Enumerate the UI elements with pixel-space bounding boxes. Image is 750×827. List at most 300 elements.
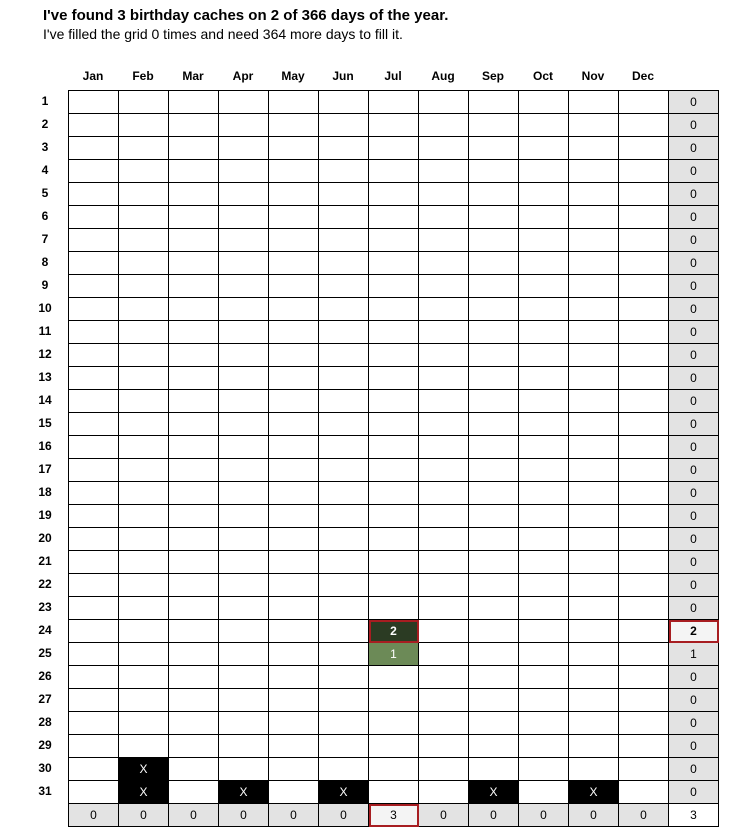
grid-cell-may-8	[269, 252, 319, 275]
grid-cell-may-3	[269, 137, 319, 160]
grid-cell-oct-27	[519, 689, 569, 712]
grid-cell-jan-12	[69, 344, 119, 367]
month-label-may: May	[281, 69, 305, 83]
grid-cell-sep-14	[469, 390, 519, 413]
grid-cell-nov-8	[569, 252, 619, 275]
grid-cell-mar-12	[169, 344, 219, 367]
grid-cell-oct-22	[519, 574, 569, 597]
grid-cell-oct-19	[519, 505, 569, 528]
day-total-30: 0	[669, 758, 719, 781]
grid-cell-jun-24	[319, 620, 369, 643]
grid-cell-may-16	[269, 436, 319, 459]
grid-cell-dec-4	[619, 160, 669, 183]
grid-cell-dec-12	[619, 344, 669, 367]
day-total-16: 0	[669, 436, 719, 459]
grid-cell-may-24	[269, 620, 319, 643]
grid-cell-jul-10	[369, 298, 419, 321]
grid-cell-jul-1	[369, 91, 419, 114]
grid-cell-apr-20	[219, 528, 269, 551]
grid-cell-jul-15	[369, 413, 419, 436]
grid-cell-oct-15	[519, 413, 569, 436]
grid-cell-sep-15	[469, 413, 519, 436]
grid-row-day-10	[69, 298, 719, 321]
grid-row-day-12	[69, 344, 719, 367]
grid-cell-jul-18	[369, 482, 419, 505]
grid-cell-feb-27	[119, 689, 169, 712]
grid-cell-feb-30: X	[119, 758, 169, 781]
day-label-3: 3	[41, 140, 49, 154]
grid-cell-jul-27	[369, 689, 419, 712]
grid-cell-jun-26	[319, 666, 369, 689]
month-label-nov: Nov	[581, 69, 605, 83]
grid-cell-apr-9	[219, 275, 269, 298]
grid-cell-may-11	[269, 321, 319, 344]
grid-cell-oct-11	[519, 321, 569, 344]
grid-cell-oct-21	[519, 551, 569, 574]
grid-cell-apr-4	[219, 160, 269, 183]
grid-cell-jun-25	[319, 643, 369, 666]
grid-row-day-28	[69, 712, 719, 735]
grid-cell-jan-15	[69, 413, 119, 436]
grid-cell-jan-24	[69, 620, 119, 643]
grid-cell-jan-2	[69, 114, 119, 137]
month-total-oct: 0	[519, 804, 569, 827]
grid-row-day-14	[69, 390, 719, 413]
grid-cell-jan-20	[69, 528, 119, 551]
grid-cell-feb-28	[119, 712, 169, 735]
day-label-20: 20	[38, 531, 52, 545]
grid-cell-mar-19	[169, 505, 219, 528]
grid-cell-jul-16	[369, 436, 419, 459]
grid-cell-nov-11	[569, 321, 619, 344]
month-label-jul: Jul	[384, 69, 402, 83]
grid-cell-jan-10	[69, 298, 119, 321]
grid-cell-apr-5	[219, 183, 269, 206]
grid-cell-jul-21	[369, 551, 419, 574]
grid-cell-oct-29	[519, 735, 569, 758]
grid-cell-oct-7	[519, 229, 569, 252]
month-total-aug: 0	[419, 804, 469, 827]
grid-cell-jan-4	[69, 160, 119, 183]
grid-cell-may-1	[269, 91, 319, 114]
day-total-19: 0	[669, 505, 719, 528]
grid-cell-apr-12	[219, 344, 269, 367]
grid-cell-dec-6	[619, 206, 669, 229]
grid-cell-jan-13	[69, 367, 119, 390]
grid-cell-may-15	[269, 413, 319, 436]
grid-cell-jun-30	[319, 758, 369, 781]
grid-cell-feb-10	[119, 298, 169, 321]
day-total-31: 0	[669, 781, 719, 804]
grid-cell-jun-21	[319, 551, 369, 574]
grid-cell-apr-16	[219, 436, 269, 459]
month-label-jun: Jun	[332, 69, 354, 83]
day-total-15: 0	[669, 413, 719, 436]
grid-cell-may-9	[269, 275, 319, 298]
grid-cell-jun-29	[319, 735, 369, 758]
grid-cell-jul-3	[369, 137, 419, 160]
grid-cell-jul-5	[369, 183, 419, 206]
grid-cell-jun-15	[319, 413, 369, 436]
day-total-11: 0	[669, 321, 719, 344]
grid-cell-sep-23	[469, 597, 519, 620]
grid-cell-aug-8	[419, 252, 469, 275]
grid-cell-aug-16	[419, 436, 469, 459]
grid-cell-dec-2	[619, 114, 669, 137]
grid-cell-mar-2	[169, 114, 219, 137]
grid-cell-jun-23	[319, 597, 369, 620]
grid-cell-may-20	[269, 528, 319, 551]
month-total-sep: 0	[469, 804, 519, 827]
grid-cell-sep-31: X	[469, 781, 519, 804]
grid-cell-oct-31	[519, 781, 569, 804]
grid-row-day-4	[69, 160, 719, 183]
grid-cell-mar-28	[169, 712, 219, 735]
grid-cell-sep-8	[469, 252, 519, 275]
grid-cell-aug-27	[419, 689, 469, 712]
grid-cell-dec-22	[619, 574, 669, 597]
grid-cell-mar-4	[169, 160, 219, 183]
grid-row-day-22	[69, 574, 719, 597]
grid-row-day-20	[69, 528, 719, 551]
grid-cell-nov-30	[569, 758, 619, 781]
grid-cell-sep-1	[469, 91, 519, 114]
day-total-13: 0	[669, 367, 719, 390]
day-total-10: 0	[669, 298, 719, 321]
day-total-22: 0	[669, 574, 719, 597]
month-total-dec: 0	[619, 804, 669, 827]
day-label-26: 26	[38, 669, 52, 683]
grid-cell-oct-14	[519, 390, 569, 413]
grid-cell-may-2	[269, 114, 319, 137]
grid-cell-jan-11	[69, 321, 119, 344]
grid-cell-may-23	[269, 597, 319, 620]
grid-cell-feb-16	[119, 436, 169, 459]
day-label-19: 19	[38, 508, 52, 522]
grid-cell-nov-2	[569, 114, 619, 137]
day-label-22: 22	[38, 577, 52, 591]
grid-cell-feb-31: X	[119, 781, 169, 804]
grid-cell-feb-17	[119, 459, 169, 482]
grid-cell-apr-28	[219, 712, 269, 735]
grid-cell-feb-29	[119, 735, 169, 758]
month-label-apr: Apr	[232, 69, 254, 83]
grid-cell-nov-3	[569, 137, 619, 160]
grid-cell-mar-11	[169, 321, 219, 344]
day-total-2: 0	[669, 114, 719, 137]
month-total-jun: 0	[319, 804, 369, 827]
grid-cell-aug-30	[419, 758, 469, 781]
grid-row-day-23	[69, 597, 719, 620]
grid-cell-oct-4	[519, 160, 569, 183]
grid-cell-nov-16	[569, 436, 619, 459]
month-label-sep: Sep	[481, 69, 504, 83]
grid-cell-jun-20	[319, 528, 369, 551]
grid-cell-mar-14	[169, 390, 219, 413]
grid-cell-feb-8	[119, 252, 169, 275]
grid-cell-apr-15	[219, 413, 269, 436]
grid-cell-may-4	[269, 160, 319, 183]
grid-cell-mar-22	[169, 574, 219, 597]
grid-row-day-27	[69, 689, 719, 712]
grid-cell-nov-22	[569, 574, 619, 597]
day-total-14: 0	[669, 390, 719, 413]
grid-cell-mar-15	[169, 413, 219, 436]
grid-cell-jan-26	[69, 666, 119, 689]
day-label-column	[30, 90, 60, 803]
grid-cell-nov-19	[569, 505, 619, 528]
grid-cell-jun-8	[319, 252, 369, 275]
day-total-29: 0	[669, 735, 719, 758]
grid-cell-feb-4	[119, 160, 169, 183]
grid-cell-jun-27	[319, 689, 369, 712]
day-total-6: 0	[669, 206, 719, 229]
month-total-feb: 0	[119, 804, 169, 827]
grid-cell-apr-27	[219, 689, 269, 712]
grid-cell-dec-8	[619, 252, 669, 275]
grid-cell-nov-12	[569, 344, 619, 367]
grid-cell-mar-29	[169, 735, 219, 758]
grid-cell-nov-10	[569, 298, 619, 321]
grid-cell-jul-28	[369, 712, 419, 735]
grid-cell-nov-9	[569, 275, 619, 298]
grid-cell-dec-7	[619, 229, 669, 252]
grid-cell-apr-29	[219, 735, 269, 758]
grid-cell-apr-11	[219, 321, 269, 344]
grid-cell-nov-31: X	[569, 781, 619, 804]
day-label-24: 24	[38, 623, 52, 637]
grid-cell-mar-27	[169, 689, 219, 712]
summary-subline: I've filled the grid 0 times and need 364 more days to fill it.	[43, 26, 403, 42]
grid-cell-oct-17	[519, 459, 569, 482]
grid-cell-jan-8	[69, 252, 119, 275]
grid-cell-aug-10	[419, 298, 469, 321]
grid-cell-aug-2	[419, 114, 469, 137]
grid-cell-jul-26	[369, 666, 419, 689]
grid-cell-apr-26	[219, 666, 269, 689]
grid-cell-dec-25	[619, 643, 669, 666]
grid-cell-sep-30	[469, 758, 519, 781]
grid-row-day-3	[69, 137, 719, 160]
grid-cell-dec-31	[619, 781, 669, 804]
grid-cell-nov-21	[569, 551, 619, 574]
grid-cell-aug-1	[419, 91, 469, 114]
month-total-mar: 0	[169, 804, 219, 827]
grid-cell-apr-3	[219, 137, 269, 160]
grid-row-day-15	[69, 413, 719, 436]
day-label-10: 10	[38, 301, 52, 315]
grid-cell-jun-5	[319, 183, 369, 206]
grid-cell-feb-15	[119, 413, 169, 436]
grid-cell-oct-12	[519, 344, 569, 367]
grid-cell-may-28	[269, 712, 319, 735]
day-total-4: 0	[669, 160, 719, 183]
day-label-23: 23	[38, 600, 52, 614]
grid-cell-may-10	[269, 298, 319, 321]
grid-cell-dec-13	[619, 367, 669, 390]
grid-cell-jun-13	[319, 367, 369, 390]
day-label-4: 4	[41, 163, 49, 177]
grid-cell-jul-14	[369, 390, 419, 413]
day-total-8: 0	[669, 252, 719, 275]
day-total-28: 0	[669, 712, 719, 735]
grid-cell-sep-17	[469, 459, 519, 482]
grid-row-day-26	[69, 666, 719, 689]
grid-cell-feb-9	[119, 275, 169, 298]
grid-cell-may-14	[269, 390, 319, 413]
grid-cell-jan-21	[69, 551, 119, 574]
grid-cell-sep-9	[469, 275, 519, 298]
grid-cell-oct-26	[519, 666, 569, 689]
grid-cell-jan-31	[69, 781, 119, 804]
grid-cell-oct-13	[519, 367, 569, 390]
grid-cell-apr-18	[219, 482, 269, 505]
day-label-5: 5	[41, 186, 49, 200]
day-label-7: 7	[41, 232, 49, 246]
month-label-jan: Jan	[82, 69, 104, 83]
month-total-jan: 0	[69, 804, 119, 827]
grid-cell-dec-1	[619, 91, 669, 114]
grid-cell-may-31	[269, 781, 319, 804]
day-total-23: 0	[669, 597, 719, 620]
grid-cell-mar-21	[169, 551, 219, 574]
grid-cell-jan-5	[69, 183, 119, 206]
grid-cell-dec-15	[619, 413, 669, 436]
grid-cell-jan-14	[69, 390, 119, 413]
grid-cell-oct-2	[519, 114, 569, 137]
day-label-14: 14	[38, 393, 52, 407]
grid-cell-jan-16	[69, 436, 119, 459]
month-totals-row	[69, 804, 719, 827]
day-label-17: 17	[38, 462, 52, 476]
grid-cell-oct-6	[519, 206, 569, 229]
month-total-apr: 0	[219, 804, 269, 827]
grid-row-day-17	[69, 459, 719, 482]
month-header-row	[68, 66, 668, 86]
grid-cell-jun-2	[319, 114, 369, 137]
grid-cell-sep-20	[469, 528, 519, 551]
grid-cell-sep-2	[469, 114, 519, 137]
grid-cell-aug-12	[419, 344, 469, 367]
grid-row-day-1	[69, 91, 719, 114]
grid-cell-oct-20	[519, 528, 569, 551]
grid-cell-apr-2	[219, 114, 269, 137]
grid-row-day-31	[69, 781, 719, 804]
month-label-feb: Feb	[132, 69, 154, 83]
grid-row-day-16	[69, 436, 719, 459]
grid-cell-jul-12	[369, 344, 419, 367]
grid-cell-aug-19	[419, 505, 469, 528]
grid-cell-nov-1	[569, 91, 619, 114]
grid-cell-jan-25	[69, 643, 119, 666]
grid-cell-mar-30	[169, 758, 219, 781]
grid-cell-feb-6	[119, 206, 169, 229]
grid-cell-sep-25	[469, 643, 519, 666]
grid-cell-dec-5	[619, 183, 669, 206]
grid-cell-aug-9	[419, 275, 469, 298]
grid-cell-feb-18	[119, 482, 169, 505]
grid-cell-may-18	[269, 482, 319, 505]
grid-cell-nov-17	[569, 459, 619, 482]
grid-cell-jul-29	[369, 735, 419, 758]
grid-cell-nov-24	[569, 620, 619, 643]
grid-cell-aug-24	[419, 620, 469, 643]
month-total-nov: 0	[569, 804, 619, 827]
day-total-25: 1	[669, 643, 719, 666]
day-label-29: 29	[38, 738, 52, 752]
grid-cell-sep-29	[469, 735, 519, 758]
grid-cell-sep-12	[469, 344, 519, 367]
grid-cell-dec-29	[619, 735, 669, 758]
month-total-jul: 3	[369, 804, 419, 827]
grid-row-day-25	[69, 643, 719, 666]
grid-row-day-2	[69, 114, 719, 137]
grid-cell-dec-21	[619, 551, 669, 574]
grid-cell-may-12	[269, 344, 319, 367]
day-label-30: 30	[38, 761, 52, 775]
day-label-21: 21	[38, 554, 52, 568]
grid-cell-jan-28	[69, 712, 119, 735]
grid-cell-jul-17	[369, 459, 419, 482]
grid-cell-mar-9	[169, 275, 219, 298]
grid-cell-nov-27	[569, 689, 619, 712]
grid-cell-jan-7	[69, 229, 119, 252]
grid-row-day-6	[69, 206, 719, 229]
day-label-27: 27	[38, 692, 52, 706]
grid-cell-jul-7	[369, 229, 419, 252]
grid-cell-mar-5	[169, 183, 219, 206]
day-label-31: 31	[38, 784, 52, 798]
grid-cell-jan-18	[69, 482, 119, 505]
grid-cell-oct-5	[519, 183, 569, 206]
grid-row-day-9	[69, 275, 719, 298]
grid-cell-sep-27	[469, 689, 519, 712]
grid-cell-aug-21	[419, 551, 469, 574]
grid-cell-dec-18	[619, 482, 669, 505]
grid-cell-apr-25	[219, 643, 269, 666]
grid-cell-dec-10	[619, 298, 669, 321]
grid-cell-jun-4	[319, 160, 369, 183]
grid-cell-jul-19	[369, 505, 419, 528]
grid-cell-may-27	[269, 689, 319, 712]
grid-row-day-7	[69, 229, 719, 252]
grid-cell-jun-22	[319, 574, 369, 597]
grid-cell-nov-25	[569, 643, 619, 666]
grid-cell-jul-25: 1	[369, 643, 419, 666]
grid-cell-jun-19	[319, 505, 369, 528]
day-label-16: 16	[38, 439, 52, 453]
grid-cell-feb-11	[119, 321, 169, 344]
grid-row-day-18	[69, 482, 719, 505]
day-total-20: 0	[669, 528, 719, 551]
grid-cell-sep-5	[469, 183, 519, 206]
grid-cell-jan-3	[69, 137, 119, 160]
grid-cell-oct-18	[519, 482, 569, 505]
grid-cell-mar-23	[169, 597, 219, 620]
grid-cell-dec-9	[619, 275, 669, 298]
grid-cell-aug-7	[419, 229, 469, 252]
grid-cell-aug-25	[419, 643, 469, 666]
grid-cell-oct-8	[519, 252, 569, 275]
grid-cell-aug-15	[419, 413, 469, 436]
grid-row-day-30	[69, 758, 719, 781]
grid-row-day-13	[69, 367, 719, 390]
grid-cell-mar-26	[169, 666, 219, 689]
grid-cell-jul-13	[369, 367, 419, 390]
day-label-25: 25	[38, 646, 52, 660]
grid-cell-aug-11	[419, 321, 469, 344]
grid-cell-jun-16	[319, 436, 369, 459]
